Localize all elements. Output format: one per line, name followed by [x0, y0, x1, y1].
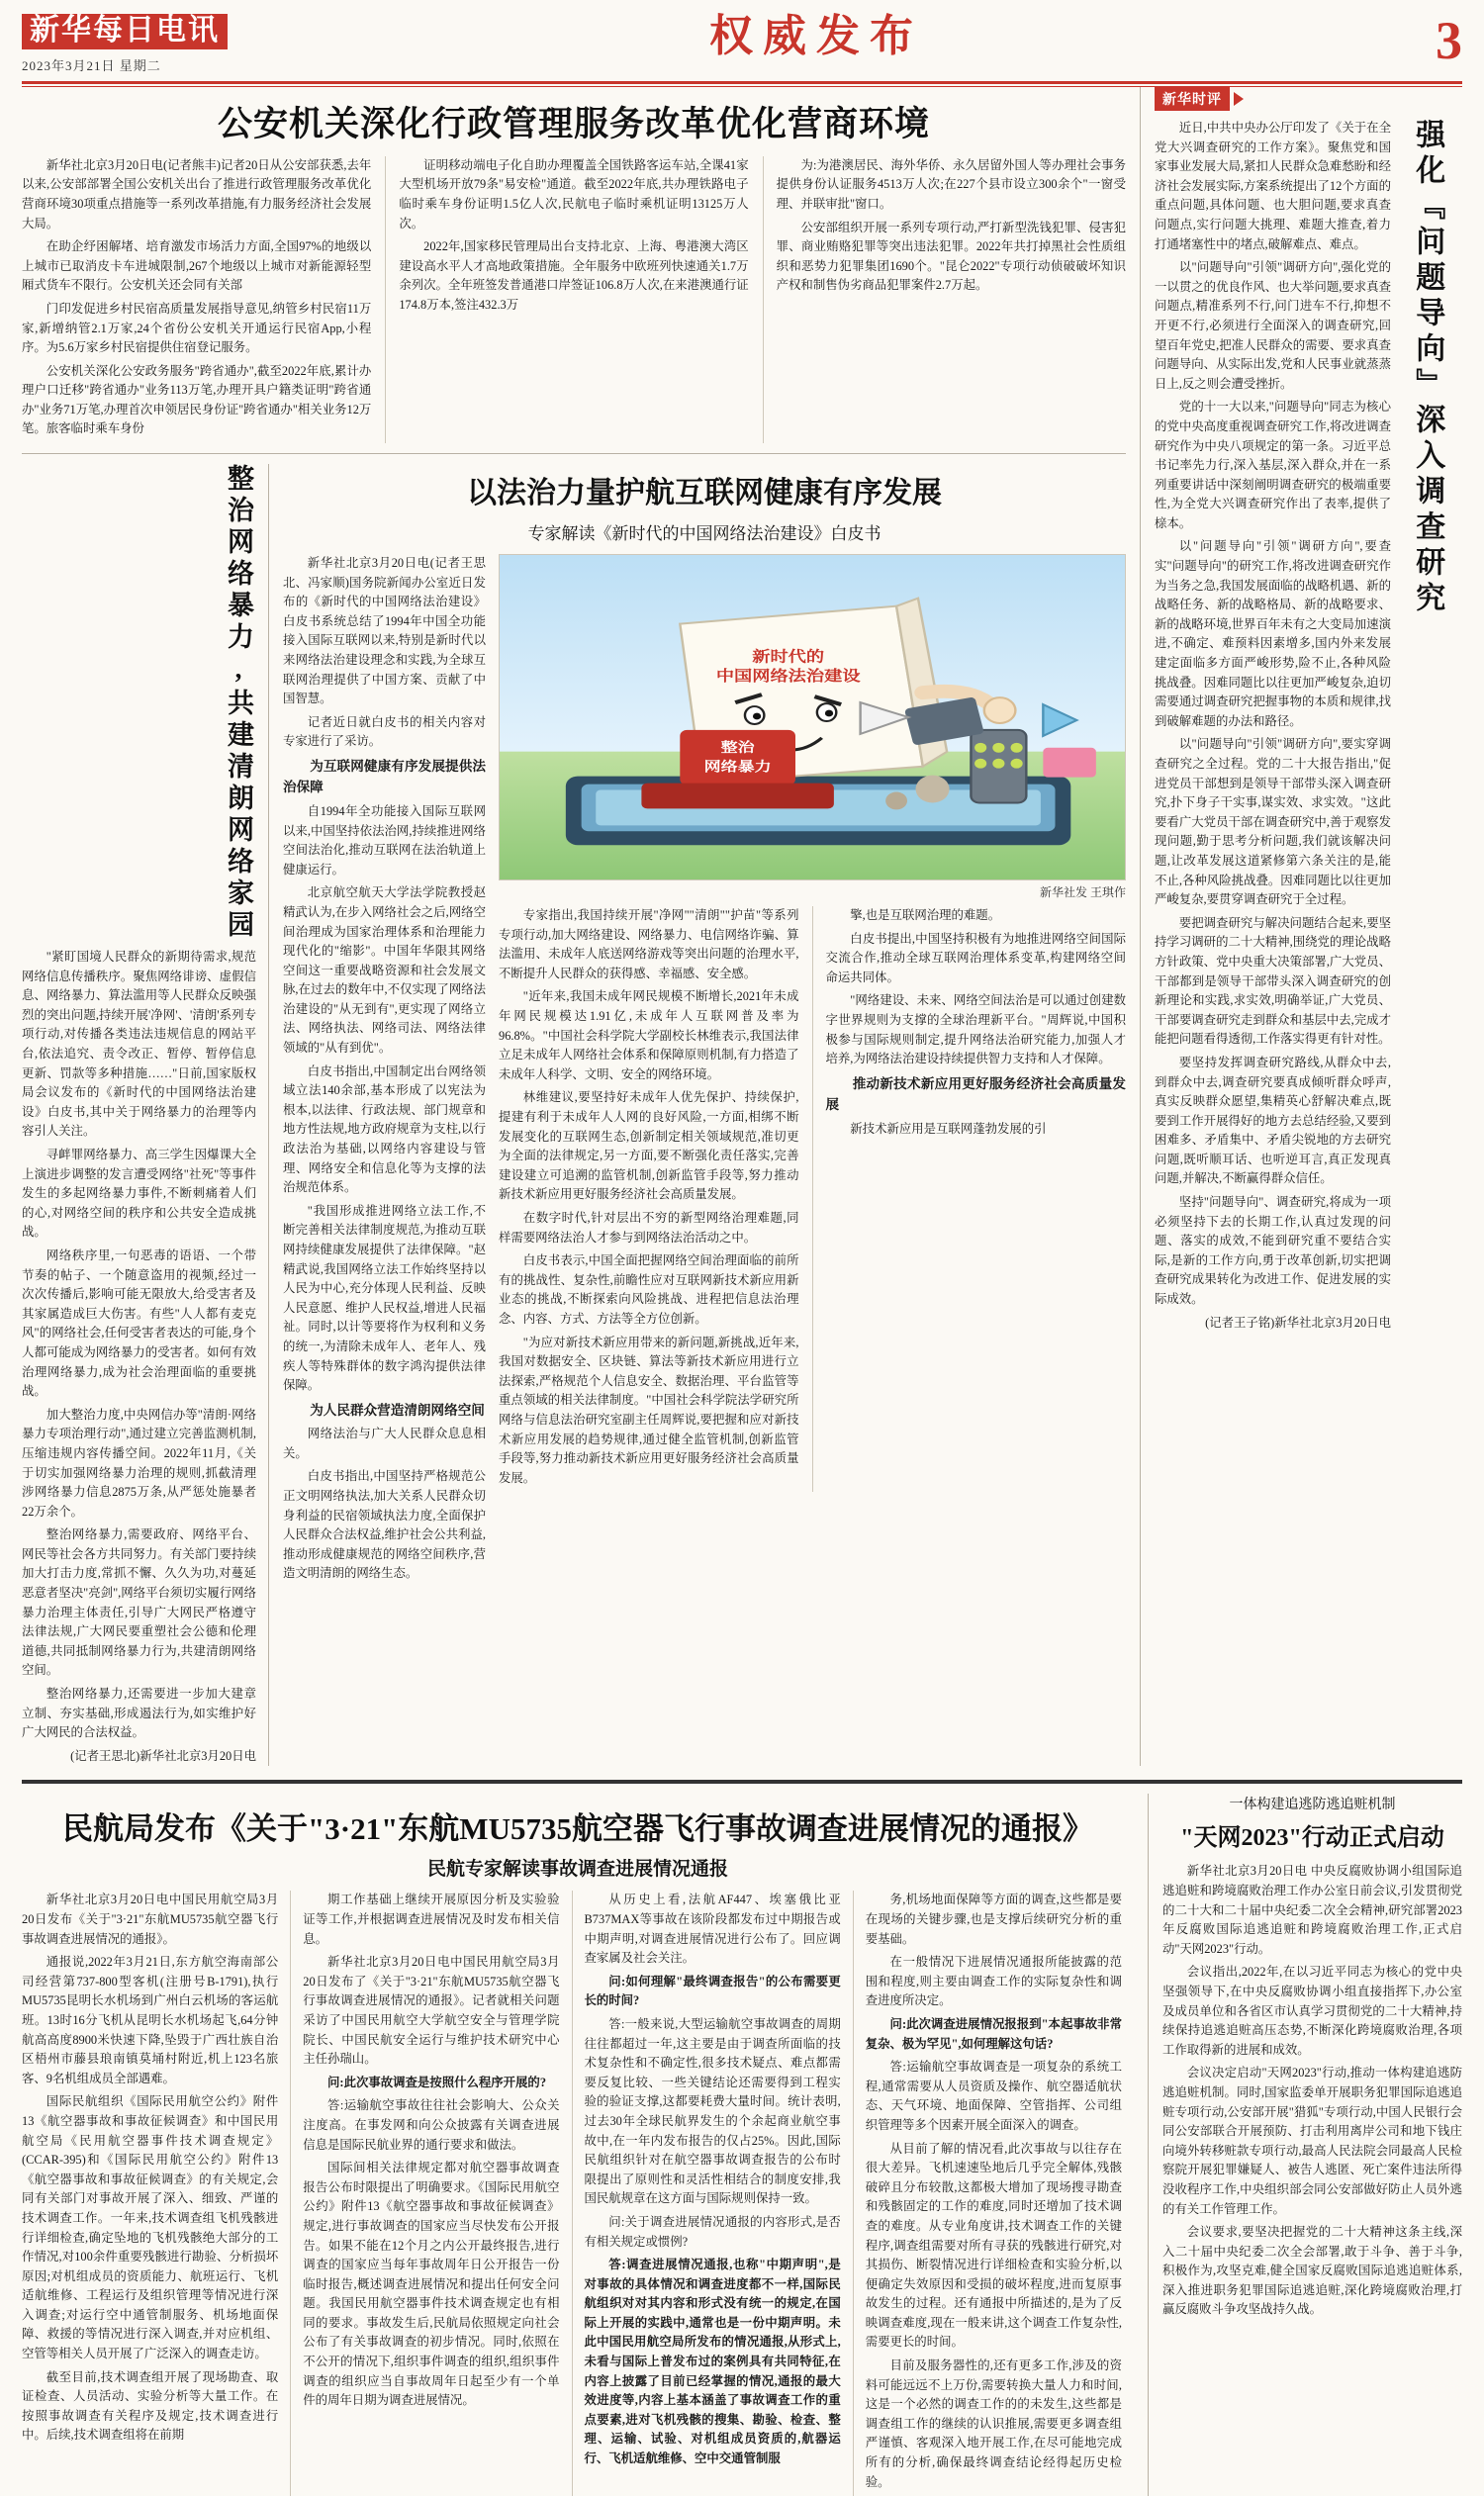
question: 问:如何理解"最终调查报告"的公布需要更长的时间? [584, 1974, 841, 2008]
article-skynet-title: "天网2023"行动正式启动 [1180, 1825, 1444, 1852]
illustration-internet-governance [499, 554, 1126, 880]
article-internet-law-main [269, 464, 1126, 1766]
paragraph: 期工作基础上继续开展原因分析及实验验证等工作,并根据调查进展情况及时发布相关信息。 [303, 1893, 560, 1946]
paragraph: 务,机场地面保障等方面的调查,这些都是要在现场的关键步骤,也是支撑后续研究分析的重要基础。 [865, 1893, 1122, 1946]
paragraph: 会议决定启动"天网2023"行动,推动一体构建追逃防逃追赃机制。同时,国家监委单开展职务犯罪国际追逃追赃专项行动,公安部开展"猎狐"专项行动,中国人民银行会同公安部联合开展预防、打击利用离岸公司和地下钱庄向境外转移赃款专项行动,最高人民法院会同最高人民检察院开展犯罪嫌疑人、被告人逃匿、死亡案件违法所得没收程序工作,中央组织部会同公安部做好防止人员外逃的有关工作管理工作。 [1162, 2066, 1462, 2216]
paragraph: 答:运输航空事故往往社会影响大、公众关注度高。在事发网和向公众披露有关调查进展信息是国际民航业界的通行要求和做法。 [303, 2098, 560, 2152]
paragraph: 近日,中共中央办公厅印发了《关于在全党大兴调查研究的工作方案》。聚焦党和国家事业发展大局,紧扣人民群众急难愁盼和经济社会发展实际,方案系统提出了12个方面的重点问题,具体问题、也大胆问题,要求真查问题点,实行问题大挑理、难题大推查,着力打通堵塞性中的堵点,破解难点、难点。 [1155, 121, 1391, 251]
paragraph: 新华社北京3月20日电 中央反腐败协调小组国际追逃追赃和跨境腐败治理工作办公室日前会议,引发贯彻党的二十大和二十届中央纪委二次全会精神,研究部署2023年反腐败国际追逃追赃和跨境腐败治理工作,正式启动"天网2023"行动。 [1162, 1864, 1462, 1956]
illustration-and-text [499, 554, 1126, 1588]
paragraph: 白皮书表示,中国全面把握网络空间治理面临的前所有的挑战性、复杂性,前瞻性应对互联网新技术新应用新业态的挑战,不断探索向风险挑战、进程把信息法治理念、内容、方式、方法等全方位创新。 [499, 1253, 799, 1326]
masthead-date: 2023年3月21日 星期二 [22, 58, 161, 73]
feature-net-violence [22, 464, 269, 1766]
page-number: 3 [1436, 11, 1462, 70]
article-internet-law [22, 464, 1126, 1766]
paragraph: 记者近日就白皮书的相关内容对专家进行了采访。 [283, 714, 486, 749]
paragraph: 会议指出,2022年,在以习近平同志为核心的党中央坚强领导下,在中央反腐败协调小组直接指挥下,办公室及成员单位和各省区市认真学习贯彻党的二十大精神,持续保持追逃追赃高压态势,不断深化跨境腐败治理,各项工作取得新的进展和成效。 [1162, 1965, 1462, 2057]
illustration-svg [500, 555, 1125, 879]
column-2 [290, 1891, 571, 2496]
paragraph: 2022年,国家移民管理局出台支持北京、上海、粤港澳大湾区建设高水平人才高地政策措施。全年服务中欧班列快速通关1.7万余列次。全年班签发普通港口岸签证106.8万人次,在来港澳通行证174.8万本,签注432.3万 [399, 239, 749, 312]
paragraph: 截至目前,技术调查组开展了现场勘查、取证检查、人员活动、实验分析等大量工作。在按照事故调查有关程序及规定,技术调查进行中。后续,技术调查组将在前期 [22, 2369, 279, 2443]
svg-text:网络暴力: 网络暴力 [703, 760, 772, 776]
paragraph: 白皮书指出,中国制定出台网络领域立法140余部,基本形成了以宪法为根本,以法律、行政法规、部门规章和地方性法规,地方政府规章为支柱,以行政法治为基础,以网络内容建设与管理、网络安全和信息化等为支撑的法治规范体系。 [283, 1063, 486, 1195]
question: 问:此次调查进展情况报报到"本起事故非常复杂、极为罕见",如何理解这句话? [865, 2016, 1122, 2051]
paragraph: 整治网络暴力,需要政府、网络平台、网民等社会各方共同努力。有关部门要持续加大打击力度,常抓不懈、久久为功,对蔓延恶意者坚决"亮剑",网络平台须切实履行网络暴力治理主体责任,引导广大网民严格遵守法律法规,广大网民要重塑社会公德和伦理道德,共同抵制网络暴力行为,共建清朗网络空间。 [22, 1527, 256, 1678]
paragraph: 党的十一大以来,"问题导向"同志为核心的党中央高度重视调查研究工作,将改进调查研究作为中央八项规定的第一条。习近平总书记率先力行,深入基层,深入群众,并在一系列重要讲话中深刻阐明调查研究的极端重要性,为全党大兴调查研究作出了表率,提供了榇本。 [1155, 400, 1391, 530]
paragraph: 答:运输航空事故调查是一项复杂的系统工程,通常需要从人员资质及操作、航空器适航状态、天气环境、地面保障、空管指挥、公司组织管理等多个因素开展全面深入的调查。 [865, 2060, 1122, 2132]
illustration-caption: 新华社发 王琪作 [1039, 885, 1126, 900]
paragraph: 要坚持发挥调查研究路线,从群众中去,到群众中去,调查研究要真成倾听群众呼声,真实反映群众愿望,集精英心舒解决难点,既要到工作开展得好的地方去总结经验,又要到困难多、矛盾集中、矛盾尖锐地的方去研究问题,既听顺耳话、也听逆耳言,真正发现真问题,并解决,不断赢得群众信任。 [1155, 1055, 1391, 1186]
svg-text:整治: 整治 [720, 740, 755, 756]
paragraph: 公安机关深化公安政务服务"跨省通办",截至2022年底,累计办理户口迁移"跨省通办"业务113万笔,办理开具户籍类证明"跨省通办"业务71万笔,办理首次申领居民身份证"跨省通办"相关业务12万笔。旅客临时乘车身份 [22, 363, 372, 436]
article-skynet-overline: 一体构建追逃防逃追赃机制 [1229, 1798, 1396, 1813]
article-mu5735-headline: 民航局发布《关于"3·21"东航MU5735航空器飞行事故调查进展情况的通报》 [62, 1811, 1093, 1847]
paragraph: 要把调查研究与解决问题结合起来,要坚持学习调研的二十大精神,围绕党的理论战略方针政策、党中央重大决策部署,广大党员、干部都到是领导干部带头深入调查研究的创新理论和实践,求实效,明确举证,广大党员、干部要调查研究走到群众和基层中去,完成才能把问题看得透彻,工作落实得更有针对性。 [1155, 915, 1391, 1047]
paragraph: 新华社北京3月20日电中国民用航空局3月20日发布《关于"3·21"东航MU5735航空器飞行事故调查进展情况的通报》。 [22, 1893, 279, 1946]
paragraph: 网络法治与广大人民群众息息相关。 [283, 1427, 486, 1460]
paragraph: 公安部组织开展一系列专项行动,严打新型洗钱犯罪、侵害犯罪、商业贿赂犯罪等突出违法犯罪。2022年共打掉黑社会性质组织和恶势力犯罪集团1690个。"昆仑2022"专项行动侦破破坏知识产权和制售伪劣商品犯罪案件2.7万起。 [776, 220, 1126, 293]
paragraph: 加大整治力度,中央网信办等"清朗·网络暴力专项治理行动",通过建立完善监测机制,压缩违规内容传播空间。2022年11月,《关于切实加强网络暴力治理的规则,抓截清理涉网络暴力信息2875万条,从严惩处施暴者22万余个。 [22, 1407, 256, 1519]
paragraph: 北京航空航天大学法学院教授赵精武认为,在步入网络社会之后,网络空间治理成为国家治理体系和治理能力现代化的"缩影"。中国年华限其网络空间这一重要战略资源和社会发展文脉,在过去的数年中,不仅实现了网络法治建设的"从无到有",更实现了网络立法、网络执法、网络司法、网络法律领域的"从有到优"。 [283, 885, 486, 1056]
paragraph: 从历史上看,法航AF447、埃塞俄比亚B737MAX等事故在该阶段都发布过中期报告或中期声明,对调查进展情况进行公布了。回应调查家属及社会关注。 [584, 1893, 841, 1966]
paragraph: 在助企纾困解堵、培育激发市场活力方面,全国97%的地级以上城市已取消皮卡车进城限制,267个地级以上城市对新能源轻型厢式货车不限行。公安机关还会同有关部 [22, 239, 372, 293]
commentary-column [1140, 87, 1454, 1766]
paragraph: "为应对新技术新应用带来的新问题,新挑战,近年来,我国对数据安全、区块链、算法等新技术新应用进行立法探索,严格规范个人信息安全、数据治理、平台监管等重点领域的相关法律制度。"中国社会科学院法学研究所网络与信息法治研究室副主任周辉说,要把握和应对新技术新应用发展的趋势规律,通过健全监管机制,创新监管手段等,努力推动新技术新应用更好服务经济社会高质量发展。 [499, 1335, 799, 1485]
question: 答:调查进展情况通报,也称"中期声明",是对事故的具体情况和调查进度都不一样,国际民航组织对对其内容和形式没有统一的规定,在国际上开展的实践中,通常也是一份中期声明。未此中国民用航空局所发布的情况通报,从形式上,未看与国际上普发布过的案例具有共同特征,在内容上披露了目前已经掌握的情况,通报的最大效进度等,内容上基本涵盖了事故调查工作的重点要素,进对飞机残骸的搜集、勘验、检查、整理、运输、试验、对机组成员资质的,航器运行、飞机适航维修、空中交通管制服 [584, 2258, 841, 2466]
section-heading: 为人民群众营造清朗网络空间 [310, 1402, 485, 1418]
masthead [22, 0, 1462, 77]
column-2 [499, 906, 799, 1492]
paragraph: 国际民航组织《国际民用航空公约》附件13《航空器事故和事故征候调查》和中国民用航空局《民用航空器事件技术调查规定》(CCAR-395)和《国际民用航空公约》附件13《航空器事故和事故征候调查》的有关规定,会同有关部门对事故开展了深入、细致、严谨的技术调查工作。一年来,技术调查组飞机残骸进行详细检查,确定坠地的飞机残骸绝大部分的工作情况,对100余件重要残骸进行勘验、分析损坏原因;对机组成员的资质能力、航班运行、飞机适航维修、工程运行及组织管理等情况进行深入调查;对运行空中通管制服务、机场地面保障、救援的等情况进行深入调查,并对应机组、空管等相关人员开展了广泛深入的调查走访。 [22, 2094, 279, 2361]
section-divider [22, 453, 1126, 454]
article-internet-law-subheadline: 专家解读《新时代的中国网络法治建设》白皮书 [527, 524, 881, 544]
masthead-logo [22, 14, 249, 74]
column-3 [812, 906, 1127, 1492]
paragraph: 目前及服务器性的,还有更多工作,涉及的资料可能远远不上万份,需要转换大量人力和时间,这是一个必然的调查工作的的未发生,这些都是调查组工作的继续的认识推展,需要更多调查组严谨慎、客观深入地开展工作,在尽可能地完成所有的分析,确保最终调查结论经得起历史检验。 [865, 2358, 1122, 2489]
commentary-tag-label: 新华时评 [1155, 87, 1230, 111]
paragraph: 证明移动端电子化自助办理覆盖全国铁路客运车站,全课41家大型机场开放79条"易安检"通道。截至2022年底,共办理铁路电子临时乘车身份证明1.5亿人次,民航电子临时乘机证明13125万人次。 [399, 157, 749, 231]
paragraph: 白皮书提出,中国坚持积极有为地推进网络空间国际交流合作,推动全球互联网治理体系变革,构建网络空间命运共同体。 [825, 931, 1126, 984]
paragraph: 通报说,2022年3月21日,东方航空海南部公司经营第737-800型客机(注册号B-1791),执行MU5735昆明长水机场到广州白云机场的客运航班。13时16分飞机从昆明长水机场起飞,64分钟航高高度8900米快速下降,坠毁于广西壮族自治区梧州市藤县琅南镇莫埇村附近,机上123名旅客、9名机组成员全部遇难。 [22, 1955, 279, 2085]
commentary-title: 强化『问题导向』深入调查研究 [1411, 119, 1444, 617]
paragraph: 坚持"问题导向"、调查研究,将成为一项必须坚持下去的长期工作,认真过发现的问题、落实的成效,不能到研究重不要结合实际,是新的工作方向,勇于改革创新,切实把调查研究成果转化为改进工作、促进发展的实际成效。 [1155, 1195, 1391, 1307]
paragraph: 从目前了解的情况看,此次事故与以往存在很大差异。飞机速速坠地后几乎完全解体,残骸破碎且分布较散,这都极大增加了现场搜寻勘查和残骸固定的工作的难度,同时还增加了技术调查的难度。从专业角度讲,技术调查工作的关键程序,调查组需要对所有寻获的残骸进行研究,对其损伤、断裂情况进行详细检查和实验分析,以便确定失效原因和受损的破坏程度,进而复原事故发生的过程。还有通报中所描述的,是为了反映调查难度,现在一般来讲,这个调查工作复杂性,需要更长的时间。 [865, 2141, 1122, 2350]
bottom-area [22, 1794, 1462, 2496]
article-public-security-columns [22, 156, 1126, 443]
article-skynet-body [1162, 1862, 1462, 2320]
svg-text:新时代的: 新时代的 [752, 647, 825, 665]
paragraph: 新华社北京3月20日电(记者王思北、冯家顺)国务院新闻办公室近日发布的《新时代的中国网络法治建设》白皮书系统总结了1994年中国全功能接入国际互联网以来,特别是新时代以来网络法治建设理念和实践,为全球互联网治理提供了中国方案、贡献了中国智慧。 [283, 556, 486, 706]
article-public-security [22, 103, 1126, 443]
paragraph: "近年来,我国未成年网民规模不断增长,2021年未成年网民规模达1.91亿,未成年人互联网普及率为96.8%。"中国社会科学院大学副校长林维表示,我国法律立足未成年人网络社会体系和保障原则机制,有力搭造了未成年人科学、文明、安全的网络环境。 [499, 989, 799, 1081]
paragraph: 在一般情况下进展情况通报所能披露的范围和程度,则主要由调查工作的实际复杂性和调查进度所决定。 [865, 1955, 1122, 2008]
masthead-title-block [249, 14, 1383, 59]
paragraph: "我国形成推进网络立法工作,不断完善相关法律制度规范,为推动互联网持续健康发展提供了法律保障。"赵精武说,我国网络立法工作始终坚持以人民为中心,充分体现人民利益、反映人民意愿、维护人民权益,增进人民福祉。同时,以计等要将作为权利和义务的统一,为清除未成年人、老年人、残疾人等特殊群体的数字鸿沟提供法律保障。 [283, 1203, 486, 1393]
paragraph: 以"问题导向"引领"调研方向",要实穿调查研究之全过程。党的二十大报告指出,"促进党员干部想到是领导干部带头深入调查研究,扑下身子干实事,谋实效、求实效。"这此要看广大党员干部在调查研究中,善于观察发现问题,勤于思考分析问题,我们就该解决问题,让改革发展这道紧修第六条关注的是,能不止,各种风险挑战叠。因难同题比以往更加严峻复杂,要贯穿调查研究于全过程。 [1155, 737, 1391, 907]
paragraph: 新技术新应用是互联网蓬勃发展的引 [850, 1121, 1047, 1136]
paragraph: "网络建设、未来、网络空间法治是可以通过创建数字世界规则为支撑的全球治理新平台。"周辉说,中国积极参与国际规则制定,提升网络法治研究能力,加强人才培养,为网络法治建设持续提供智力支持和人才保障。 [825, 993, 1126, 1066]
commentary-tag [1155, 87, 1454, 111]
paragraph: 网络秩序里,一句恶毒的语语、一个带节奏的帖子、一个随意盗用的视频,经过一次次传播后,影响可能无限放大,给受害者及其家属造成巨大伤害。有些"人人都有麦克风"的网络社会,任何受害者表达的可能,身个人都可能成为网络暴力的受害者。如何有效治理网络暴力,成为社会治理面临的重要挑战。 [22, 1248, 256, 1399]
arrow-icon [1234, 92, 1244, 106]
paragraph: 新华社北京3月20日电中国民用航空局3月20日发布了《关于"3·21"东航MU5735航空器飞行事故调查进展情况的通报》。记者就相关问题采访了中国民用航空大学航空安全与管理学院院长、中国民航安全运行与维护技术研究中心主任孙瑞山。 [303, 1955, 560, 2067]
article-skynet [1148, 1794, 1462, 2496]
svg-text:中国网络法治建设: 中国网络法治建设 [715, 667, 861, 685]
paragraph: 答:一般来说,大型运输航空事故调查的周期往往都超过一年,这主要是由于调查所面临的技术复杂性和不确定性,很多技术疑点、难点都需要反复比较、一些关键结论还需要得到工程实验的验证支撑,这都要耗费大量时间。统计表明,过去30年全球民航界发生的个余起商业航空事故中,在一年内发布报告的仅占25%。因此,国际民航组织针对在航空器事故调查报告的公布时限提出了原则性和灵活性相结合的制度安排,我国民航规章在这方面与国际规则保持一致。 [584, 2016, 841, 2206]
article-internet-law-headline: 以法治力量护航互联网健康有序发展 [467, 477, 942, 510]
commentary-body [1155, 119, 1399, 1333]
column-3 [763, 156, 1126, 443]
column-1 [283, 554, 486, 1588]
feature-net-violence-title: 整治网络暴力,共建清朗网络家园 [224, 464, 253, 943]
main-column [22, 87, 1140, 1766]
article-mu5735-subheadline: 民航专家解读事故调查进展情况通报 [426, 1859, 728, 1881]
article-public-security-headline: 公安机关深化行政管理服务改革优化营商环境 [217, 105, 930, 143]
page-title: 权威发布 [709, 12, 923, 60]
paragraph: "紧盯国境人民群众的新期待需求,规范网络信息传播秩序。聚焦网络诽谤、虚假信息、网络暴力、算法滥用等人民群众反映强烈的突出问题,持续开展'净网'、'清朗'系列专项行动,对传播各类违法违规信息的网站平台,依法追究、责令改正、暂停、暂停信息更新、罚款等多种措施……"日前,国家版权局会议发布的《新时代的中国网络法治建设》白皮书,其中关于网络暴力的治理等内容引人关注。 [22, 950, 256, 1139]
masthead-logo-text: 新华每日电讯 [22, 14, 228, 49]
paragraph: 在数字时代,针对层出不穷的新型网络治理难题,同样需要网络法治人才参与到网络法治活动之中。 [499, 1210, 799, 1245]
paragraph: 会议要求,要坚决把握党的二十大精神这条主线,深入二十届中央纪委二次全会部署,敢于斗争、善于斗争,积极作为,攻坚克难,健全国家反腐败国际追逃追赃体系,深入推进职务犯罪国际追逃追赃,深化跨境腐败治理,打赢反腐败斗争攻坚战持久战。 [1162, 2225, 1462, 2317]
column-1 [22, 156, 371, 443]
paragraph: 门印发促进乡村民宿高质量发展指导意见,纳管乡村民宿11万家,新增纳管2.1万家,24个省份公安机关开通运行民宿App,小程序。为5.6万家乡村民宿提供住宿登记服务。 [22, 301, 372, 355]
paragraph: 国际间相关法律规定都对航空器事故调查报告公布时限提出了明确要求。《国际民用航空公约》附件13《航空器事故和事故征候调查》规定,进行事故调查的国家应当尽快发布公开报告。如果不能在12个月之内公开最终报告,进行调查的国家应当每年事故周年日公开报告一份临时报告,概述调查进展情况和提出任何安全问题。我国民用航空器事件技术调查规定也有相同的要求。事故发生后,民航局依照规定向社会公布了有关事故调查的初步情况。同时,依照在不公开的情况下,组织事件调查的组织,组织事件调查的组织应当自事故周年日起至少有一个单件的周年日期为调查进展情况。 [303, 2161, 560, 2408]
feature-net-violence-body [22, 948, 256, 1766]
commentary-byline: (记者王子铭)新华社北京3月20日电 [1205, 1315, 1391, 1330]
paragraph: 以"问题导向"引领"调研方向",强化党的一以贯之的优良作风、也大举问题,要求真查问题点,精准系列不行,问门进车不行,抑想不开更不行,必须进行全面深入的调查研究,回望百年党史,把准人民群众的需要、要求真查问题导向、从实际出发,党和人民事业就蒸蒸日上,反之则会遭受挫折。 [1155, 260, 1391, 391]
article-mu5735-columns [22, 1891, 1134, 2496]
paragraph: 为:为港澳居民、海外华侨、永久居留外国人等办理社会事务提供身份认证服务4513万人次;在227个县市设立300余个"一窗受理、并联审批"窗口。 [776, 157, 1126, 211]
section-heading: 为互联网健康有序发展提供法治保障 [283, 759, 486, 795]
paragraph: 专家指出,我国持续开展"净网""清朗""护苗"等系列专项行动,加大网络建设、网络暴力、电信网络诈骗、算法滥用、未成年人底送网络游戏等突出问题的治理水平,不断提升人民群众的获得感、幸福感、安全感。 [499, 908, 799, 980]
paragraph: 擎,也是互联网治理的难题。 [850, 908, 1001, 923]
page-body [22, 87, 1462, 1766]
paragraph: 以"问题导向"引领"调研方向",要查实"问题导向"的研究工作,将改进调查研究作为当务之急,我国发展面临的战略机遇、新的战略任务、新的战略格局、新的战略要求、新的战略环境,世界百年未有之大变局加速演进,不确定、难预料因素增多,国内外来发展建定面临多方面严峻形势,险不止,各种风险挑战叠。因难同题比以往更加严峻复杂,迫切需要通过调查研究把握事物的本质和规律,找到破解难题的办法和路径。 [1155, 539, 1391, 728]
paragraph: 林维建议,要坚持好未成年人优先保护、持续保护,提建有利于未成年人人网的良好风险,一方面,相绑不断发展变化的互联网生态,创新制定相关领域规范,准切更为全面的法律规定,另一方面,要不断强化责任落实,完善建设建立可追溯的监管机制,创新监管手段等,努力推动新技术新应用更好服务经济社会高质量发展。 [499, 1090, 799, 1202]
paragraph: 问:关于调查进展情况通报的内容形式,是否有相关规定或惯例? [584, 2214, 841, 2249]
column-3 [572, 1891, 853, 2496]
paragraph: 新华社北京3月20日电(记者熊丰)记者20日从公安部获悉,去年以来,公安部部署全国公安机关出台了推进行政管理服务改革优化营商环境30项重点措施等一系列改革措施,有力服务经济社会发展大局。 [22, 157, 372, 231]
paragraph: 寻衅罪网络暴力、高三学生因爆课大全上演进步调整的发言遭受网络"社死"等事件发生的多起网络暴力事件,不断刺痛着人们的心,对网络空间的秩序和公共安全造成挑战。 [22, 1148, 256, 1240]
paragraph: 自1994年全功能接入国际互联网以来,中国坚持依法治网,持续推进网络空间法治化,推动互联网在法治轨道上健康运行。 [283, 803, 486, 877]
column-4 [853, 1891, 1134, 2496]
article-mu5735 [22, 1794, 1148, 2496]
section-heading: 推动新技术新应用更好服务经济社会高质量发展 [825, 1075, 1126, 1113]
bottom-section-divider [22, 1780, 1462, 1784]
question: 问:此次事故调查是按照什么程序开展的? [327, 2075, 547, 2089]
column-2 [385, 156, 748, 443]
column-1 [22, 1891, 290, 2496]
paragraph: 整治网络暴力,还需要进一步加大建章立制、夯实基础,形成遏法行为,如实维护好广大网民的合法权益。 [22, 1687, 256, 1740]
masthead-rule-thick [22, 81, 1462, 84]
paragraph: 白皮书指出,中国坚持严格规范公正文明网络执法,加大关系人民群众切身利益的民宿领域执法力度,全面保护人民群众合法权益,维护社会公共利益,推动形成健康规范的网络空间秩序,营造文明清朗的网络生态。 [283, 1469, 486, 1581]
feature-net-violence-byline: (记者王思北)新华社北京3月20日电 [70, 1748, 256, 1763]
